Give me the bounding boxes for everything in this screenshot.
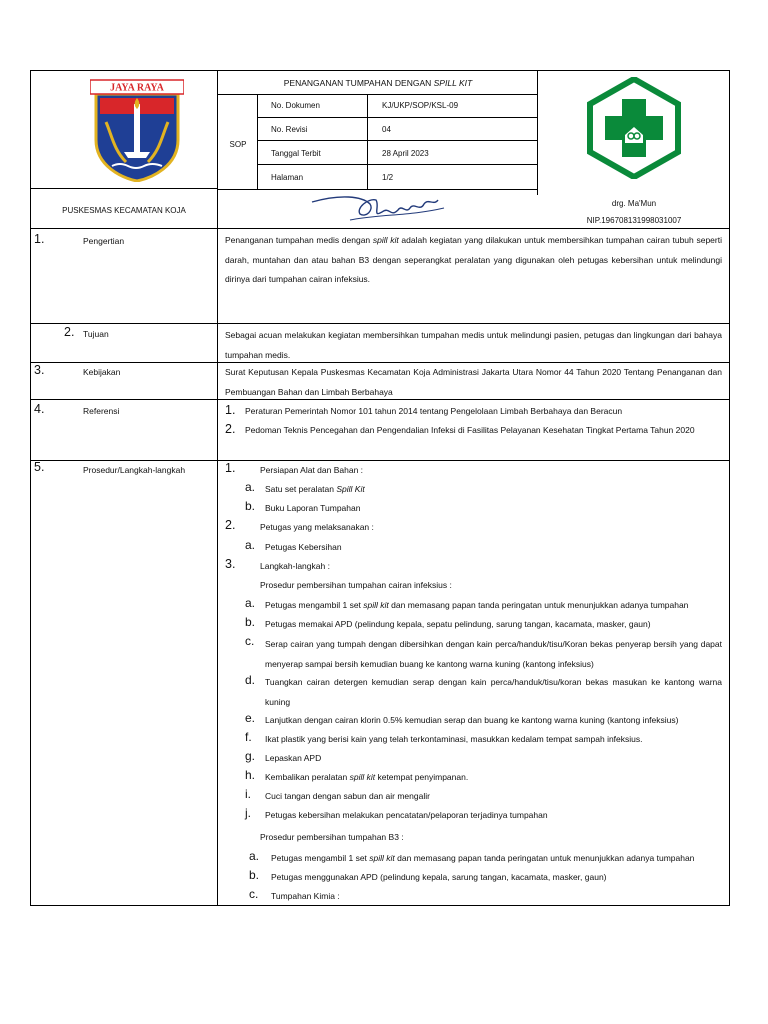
section-1-text-b: adalah kegiatan yang dilakukan untuk membersihkan tumpahan cairan tubuh seperti darah, muntahan dan atau bahan B3 dengan seperangkat peralatan yang digunakan oleh petugas kebersihan untuk melindungi dirinya dari tumpahan cairan infeksius. — [225, 235, 722, 284]
step-3-j-letter: j. — [245, 806, 251, 820]
step-3-f-letter: f. — [245, 730, 252, 744]
signer-nip: NIP.196708131998031007 — [586, 216, 682, 225]
section-5-title: Prosedur/Langkah-langkah — [83, 465, 186, 475]
step-2-a-letter: a. — [245, 538, 256, 552]
jaya-raya-emblem — [90, 78, 184, 182]
divider-main-col — [217, 70, 218, 906]
step-1-b-text: Buku Laporan Tumpahan — [265, 503, 361, 513]
b3-a-post: dan memasang papan tanda peringatan untuk menunjukkan adanya tumpahan — [394, 853, 695, 863]
emblem-base — [124, 152, 150, 158]
sop-title — [218, 78, 538, 89]
step-3-i-letter: i. — [245, 787, 251, 801]
b3-b-text: Petugas menggunakan APD (pelindung kepala, sarung tangan, kacamata, masker, gaun) — [271, 872, 607, 882]
step-3-a-post: dan memasang papan tanda peringatan untuk menunjukkan adanya tumpahan — [388, 600, 689, 610]
step-3-h-text — [265, 772, 468, 783]
rule-header-end — [30, 228, 730, 229]
meta-value-date: 28 April 2023 — [382, 149, 429, 158]
rule-sec-4 — [30, 460, 730, 461]
b3-a-pre: Petugas mengambil 1 set — [271, 853, 370, 863]
step-3-g-text: Lepaskan APD — [265, 753, 322, 763]
divider-meta-col — [367, 94, 368, 189]
section-4-number: 4. — [34, 402, 45, 416]
sop-title-text: PENANGANAN TUMPAHAN DENGAN — [283, 78, 434, 88]
step-3-e-text: Lanjutkan dengan cairan klorin 0.5% kemudian serap dan buang ke kantong warna kuning (kantong infeksius) — [265, 715, 679, 725]
step-3-subtitle-b3: Prosedur pembersihan tumpahan B3 : — [260, 832, 404, 842]
section-1-title: Pengertian — [83, 236, 125, 246]
emblem-monument — [134, 104, 140, 152]
step-2-number: 2. — [225, 518, 236, 532]
rule-title — [218, 94, 538, 95]
step-3-a-text — [265, 600, 688, 611]
step-3-c-letter: c. — [245, 634, 255, 648]
meta-value-revision: 04 — [382, 125, 391, 134]
meta-label-page: Halaman — [271, 173, 304, 182]
border-right — [729, 70, 730, 906]
sop-title-italic: SPILL KIT — [433, 78, 473, 88]
signer-name: drg. Ma'Mun — [611, 199, 657, 208]
rule-sec-1 — [30, 323, 730, 324]
puskesmas-logo — [583, 77, 685, 179]
border-left — [30, 70, 31, 906]
meta-label-date: Tanggal Terbit — [271, 149, 321, 158]
step-3-b-text: Petugas memakai APD (pelindung kepala, sepatu pelindung, sarung tangan, kacamata, masker, gaun) — [265, 619, 651, 629]
step-3-b-letter: b. — [245, 615, 256, 629]
meta-label-revision: No. Revisi — [271, 125, 308, 134]
section-5-number: 5. — [34, 460, 45, 474]
rule-meta-3 — [258, 164, 538, 165]
signature — [310, 190, 450, 226]
step-3-title: Langkah-langkah : — [260, 561, 330, 571]
section-1-text-italic: spill kit — [372, 235, 399, 245]
section-1-number: 1. — [34, 232, 45, 246]
signature-underline — [350, 208, 444, 220]
section-3-text: Surat Keputusan Kepala Puskesmas Kecamatan Koja Administrasi Jakarta Utara Nomor 44 Tahun 2020 Tentang Penanganan dan Pembuangan Bahan dan Limbah Berbahaya — [225, 367, 722, 397]
step-3-j-text: Petugas kebersihan melakukan pencatatan/pelaporan terjadinya tumpahan — [265, 810, 548, 820]
border-bottom — [30, 905, 730, 906]
b3-a-letter: a. — [249, 849, 260, 863]
section-2-number: 2. — [64, 325, 75, 339]
sop-document — [30, 70, 730, 905]
step-1-a-text-italic: Spill Kit — [336, 484, 365, 494]
step-1-number: 1. — [225, 461, 236, 475]
step-3-a-pre: Petugas mengambil 1 set — [265, 600, 364, 610]
ref-2-text: Pedoman Teknis Pencegahan dan Pengendalian Infeksi di Fasilitas Pelayanan Kesehatan Tingkat Pertama Tahun 2020 — [245, 425, 695, 435]
section-1-text — [225, 231, 722, 290]
rule-meta-2 — [258, 140, 538, 141]
step-2-a-text: Petugas Kebersihan — [265, 542, 342, 552]
step-1-a-text-plain: Satu set peralatan — [265, 484, 337, 494]
step-3-c-text: Serap cairan yang tumpah dengan dibersihkan dengan kain perca/handuk/tisu/Koran bekas penyerap bersih yang dapat menyerap sampai bersih kemudian buang ke kantong warna kuning (kantong infeksius) — [265, 639, 722, 669]
section-3-number: 3. — [34, 363, 45, 377]
step-1-a-text — [265, 484, 365, 495]
step-3-h-italic: spill kit — [349, 772, 376, 782]
step-3-a-italic: spill kit — [363, 600, 389, 610]
section-4-title: Referensi — [83, 406, 120, 416]
meta-value-page: 1/2 — [382, 173, 394, 182]
step-3-f-text: Ikat plastik yang berisi kain yang telah terkontaminasi, masukkan kedalam tempat sampah infeksius. — [265, 734, 643, 744]
institution-name: PUSKESMAS KECAMATAN KOJA — [62, 206, 186, 215]
b3-c-text: Tumpahan Kimia : — [271, 891, 340, 901]
section-3-title: Kebijakan — [83, 367, 121, 377]
step-3-d-letter: d. — [245, 673, 256, 687]
ref-1-text: Peraturan Pemerintah Nomor 101 tahun 2014 tentang Pengelolaan Limbah Berbahaya dan Beracun — [245, 406, 623, 416]
section-2-text: Sebagai acuan melakukan kegiatan membersihkan tumpahan medis untuk melindungi pasien, petugas dan lingkungan dari bahaya tumpahan medis. — [225, 330, 722, 360]
ref-2-number: 2. — [225, 422, 236, 436]
emblem-banner-text: JAYA RAYA — [110, 82, 164, 94]
section-2-title: Tujuan — [83, 329, 109, 339]
b3-a-italic: spill kit — [369, 853, 395, 863]
border-top — [30, 70, 730, 71]
section-1-text-a: Penanganan tumpahan medis dengan — [225, 235, 373, 245]
step-3-d-text: Tuangkan cairan detergen kemudian serap dengan kain perca/handuk/tisu/koran bekas masukan ke kantong warna kuning — [265, 677, 722, 707]
b3-b-letter: b. — [249, 868, 260, 882]
step-3-h-pre: Kembalikan peralatan — [265, 772, 350, 782]
meta-label-doc-no: No. Dokumen — [271, 101, 320, 110]
sop-label: SOP — [229, 140, 247, 149]
meta-value-doc-no: KJ/UKP/SOP/KSL-09 — [382, 101, 459, 110]
step-3-i-text: Cuci tangan dengan sabun dan air mengalir — [265, 791, 430, 801]
b3-a-text — [271, 853, 694, 864]
step-3-e-letter: e. — [245, 711, 256, 725]
step-3-a-letter: a. — [245, 596, 256, 610]
step-2-title: Petugas yang melaksanakan : — [260, 522, 374, 532]
step-1-b-letter: b. — [245, 499, 256, 513]
b3-c-letter: c. — [249, 887, 259, 901]
step-3-h-post: ketempat penyimpanan. — [375, 772, 469, 782]
step-3-h-letter: h. — [245, 768, 256, 782]
step-3-g-letter: g. — [245, 749, 256, 763]
rule-meta-1 — [258, 117, 538, 118]
step-1-title: Persiapan Alat dan Bahan : — [260, 465, 364, 475]
step-3-subtitle: Prosedur pembersihan tumpahan cairan infeksius : — [260, 580, 452, 590]
ref-1-number: 1. — [225, 403, 236, 417]
step-3-number: 3. — [225, 557, 236, 571]
step-1-a-letter: a. — [245, 480, 256, 494]
rule-header-left — [30, 188, 218, 189]
